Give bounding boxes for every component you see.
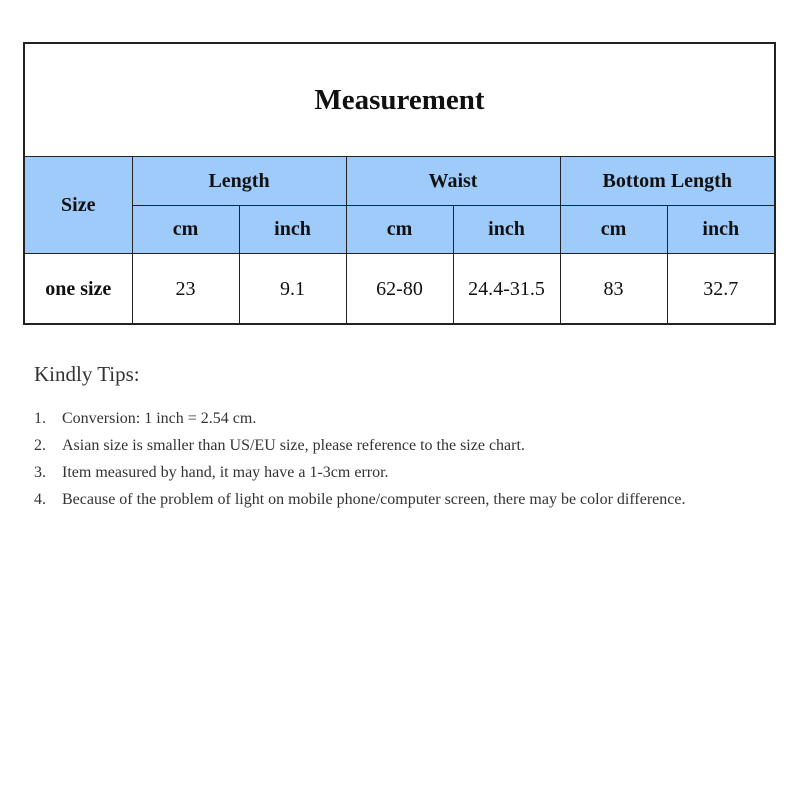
- unit-header: cm: [346, 206, 453, 254]
- unit-header: inch: [667, 206, 774, 254]
- list-number: 4.: [34, 491, 46, 508]
- row-size-label: one size: [25, 254, 132, 325]
- table-cell: 83: [560, 254, 667, 325]
- table-cell: 24.4-31.5: [453, 254, 560, 325]
- list-text: Item measured by hand, it may have a 1-3cm error.: [62, 464, 389, 481]
- unit-header: inch: [239, 206, 346, 254]
- unit-header: inch: [453, 206, 560, 254]
- table-title: Measurement: [25, 44, 774, 157]
- list-number: 3.: [34, 464, 46, 481]
- group-header-waist: Waist: [346, 157, 560, 206]
- list-item: [34, 405, 734, 432]
- size-chart: [23, 42, 776, 325]
- list-text: Asian size is smaller than US/EU size, please reference to the size chart.: [62, 437, 525, 454]
- size-header: Size: [25, 157, 132, 254]
- list-number: 2.: [34, 437, 46, 454]
- unit-header: cm: [560, 206, 667, 254]
- list-number: 1.: [34, 410, 46, 427]
- list-item: [34, 459, 734, 486]
- list-text: Conversion: 1 inch = 2.54 cm.: [62, 410, 257, 427]
- table-cell: 32.7: [667, 254, 774, 325]
- unit-header: cm: [132, 206, 239, 254]
- tips-list: [34, 405, 734, 513]
- list-item: [34, 432, 734, 459]
- table-cell: 23: [132, 254, 239, 325]
- group-header-length: Length: [132, 157, 346, 206]
- tips-title: Kindly Tips:: [34, 362, 140, 386]
- tips-section: [34, 362, 734, 513]
- table-cell: 62-80: [346, 254, 453, 325]
- list-item: [34, 486, 734, 513]
- table-cell: 9.1: [239, 254, 346, 325]
- size-table: [25, 44, 774, 324]
- list-text: Because of the problem of light on mobile phone/computer screen, there may be color difference.: [62, 491, 686, 508]
- group-header-bottom-length: Bottom Length: [560, 157, 774, 206]
- table-row: [25, 254, 774, 325]
